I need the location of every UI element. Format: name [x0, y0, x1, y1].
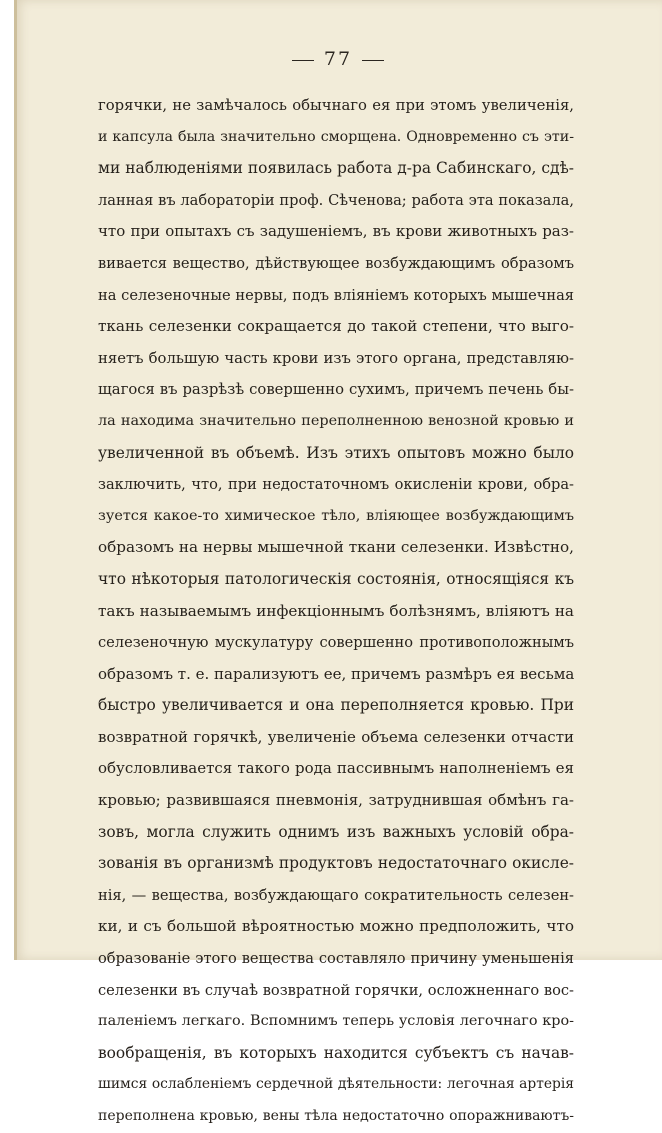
text-line: образованіе этого вещества составляло причину уменьшенія — [98, 950, 574, 968]
page-binding-edge — [14, 0, 17, 960]
text-line: вообращенія, въ которыхъ находится субъектъ съ начав- — [98, 1043, 574, 1062]
text-line: увеличенной въ объемѣ. Изъ этихъ опытовъ можно было — [98, 443, 574, 462]
text-line: зуется какое-то химическое тѣло, вліяющее возбуждающимъ — [98, 507, 574, 524]
text-line: переполнена кровью, вены тѣла недостаточно опоражниваютъ- — [98, 1108, 574, 1124]
text-line: ми наблюденіями появилась работа д-ра Сабинскаго, сдѣ- — [98, 159, 574, 178]
text-line: ла находима значительно переполненною венозной кровью и — [98, 412, 574, 429]
text-line: зованія въ организмѣ продуктовъ недостаточнаго окисле- — [98, 854, 574, 873]
text-line: нія, — вещества, возбуждающаго сократительность селезен- — [98, 886, 574, 904]
text-line: кровью; развившаяся пневмонія, затруднившая обмѣнъ га- — [98, 791, 574, 810]
page-number-header — [14, 48, 662, 70]
right-dash — [362, 60, 384, 61]
left-dash — [292, 60, 314, 61]
text-line: вивается вещество, дѣйствующее возбуждающимъ образомъ — [98, 254, 574, 272]
text-line: возвратной горячкѣ, увеличеніе объема селезенки отчасти — [98, 727, 574, 746]
text-line: быстро увеличивается и она переполняется кровью. При — [98, 696, 574, 715]
text-line: паленіемъ легкаго. Вспомнимъ теперь условія легочнаго кро- — [98, 1013, 574, 1030]
text-line: на селезеночные нервы, подъ вліяніемъ которыхъ мышечная — [98, 286, 574, 304]
text-line: щагося въ разрѣзѣ совершенно сухимъ, причемъ печень бы- — [98, 381, 574, 399]
text-line: селезенки въ случаѣ возвратной горячки, осложненнаго вос- — [98, 981, 574, 999]
text-line: горячки, не замѣчалось обычнаго ея при этомъ увеличенія, — [98, 97, 574, 114]
text-line: образомъ т. е. парализуютъ ее, причемъ размѣръ ея весьма — [98, 664, 574, 683]
book-page — [14, 0, 662, 1124]
text-line: зовъ, могла служить однимъ изъ важныхъ условій обра- — [98, 822, 574, 841]
text-line: няетъ большую часть крови изъ этого органа, представляю- — [98, 349, 574, 367]
text-line: ки, и съ большой вѣроятностью можно предположить, что — [98, 917, 574, 936]
text-line: ткань селезенки сокращается до такой степени, что выго- — [98, 317, 574, 336]
text-line: образомъ на нервы мышечной ткани селезенки. Извѣстно, — [98, 538, 574, 557]
text-line: заключить, что, при недостаточномъ окисленіи крови, обра- — [98, 476, 574, 494]
text-line: что нѣкоторыя патологическія состоянія, относящіяся къ — [98, 569, 574, 588]
body-text — [98, 90, 574, 1133]
text-line: шимся ослабленіемъ сердечной дѣятельности: легочная артерія — [98, 1076, 574, 1093]
text-line: обусловливается такого рода пассивнымъ наполненіемъ ея — [98, 759, 574, 778]
text-line: ланная въ лабораторіи проф. Сѣченова; работа эта показала, — [98, 191, 574, 209]
text-line: что при опытахъ съ задушеніемъ, въ крови животныхъ раз- — [98, 222, 574, 241]
text-line: такъ называемымъ инфекціоннымъ болѣзнямъ, вліяютъ на — [98, 601, 574, 620]
page-number: 77 — [323, 48, 353, 70]
text-line: селезеночную мускулатуру совершенно противоположнымъ — [98, 634, 574, 652]
text-line: и капсула была значительно сморщена. Одновременно съ эти- — [98, 128, 574, 145]
